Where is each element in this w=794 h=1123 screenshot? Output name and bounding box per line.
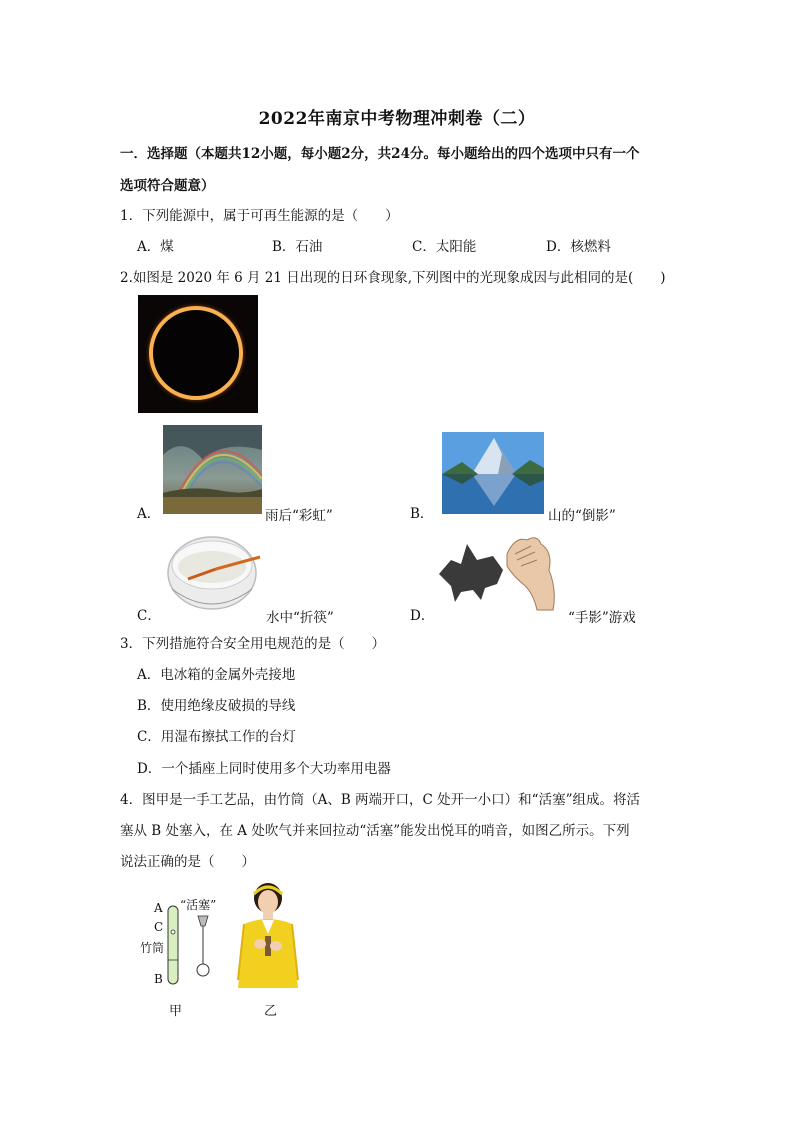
label-b: B	[154, 972, 163, 986]
q3-option-d: D．一个插座上同时使用多个大功率用电器	[137, 761, 391, 777]
q3-option-b: B．使用绝缘皮破损的导线	[137, 698, 296, 714]
q2-option-d-letter: D．	[410, 608, 435, 624]
q4-stem-line2: 塞从 B 处塞入，在 A 处吹气并来回拉动“活塞”能发出悦耳的哨音，如图乙所示。下列	[120, 823, 630, 839]
q3-stem: 3．下列措施符合安全用电规范的是（ ）	[120, 636, 386, 652]
q1-option-a: A．煤	[137, 239, 174, 255]
hand-shadow-photo	[437, 530, 563, 616]
q1-option-c: C．太阳能	[412, 239, 477, 255]
label-c: C	[154, 920, 164, 934]
chopstick-bowl-photo	[166, 529, 263, 613]
page-title: 2022年南京中考物理冲刺卷（二）	[258, 109, 536, 129]
q1-stem: 1．下列能源中，属于可再生能源的是（ ）	[120, 208, 399, 224]
section-heading: 一．选择题（本题共12小题，每小题2分，共24分。每小题给出的四个选项中只有一个	[120, 146, 640, 162]
q2-option-a-letter: A．	[137, 506, 161, 522]
q2-option-b-caption: 山的“倒影”	[548, 508, 616, 524]
label-tube: 竹筒	[140, 941, 165, 955]
rainbow-photo	[163, 425, 262, 514]
label-yi: 乙	[264, 1004, 278, 1019]
q2-option-b-letter: B．	[410, 506, 434, 522]
q4-stem-line1: 4．图甲是一手工艺品，由竹筒（A、B 两端开口，C 处开一小口）和“活塞”组成。将活	[120, 792, 640, 808]
q3-option-a: A．电冰箱的金属外壳接地	[137, 667, 296, 683]
eclipse-photo	[138, 295, 258, 413]
q1-option-b: B．石油	[272, 239, 323, 255]
q2-stem: 2.如图是 2020 年 6 月 21 日出现的日环食现象,下列图中的光现象成因与此相同的是( )	[120, 270, 666, 286]
q2-option-c-letter: C．	[137, 608, 161, 624]
label-piston: “活塞”	[180, 898, 217, 912]
q2-option-c-caption: 水中“折筷”	[266, 610, 334, 626]
q3-option-c: C．用湿布擦拭工作的台灯	[137, 729, 296, 745]
girl-playing-whistle-illustration	[234, 880, 302, 992]
q2-option-a-caption: 雨后“彩虹”	[265, 508, 333, 524]
q2-option-d-caption: “手影”游戏	[568, 610, 636, 626]
label-a: A	[154, 901, 163, 915]
bamboo-tube-diagram	[164, 902, 214, 992]
q4-stem-line3: 说法正确的是（ ）	[120, 854, 255, 870]
mountain-reflection-photo	[442, 432, 544, 514]
section-heading-cont: 选项符合题意）	[120, 178, 215, 194]
label-jia: 甲	[169, 1004, 183, 1019]
q1-option-d: D．核燃料	[546, 239, 611, 255]
q4-figure	[140, 880, 320, 1020]
